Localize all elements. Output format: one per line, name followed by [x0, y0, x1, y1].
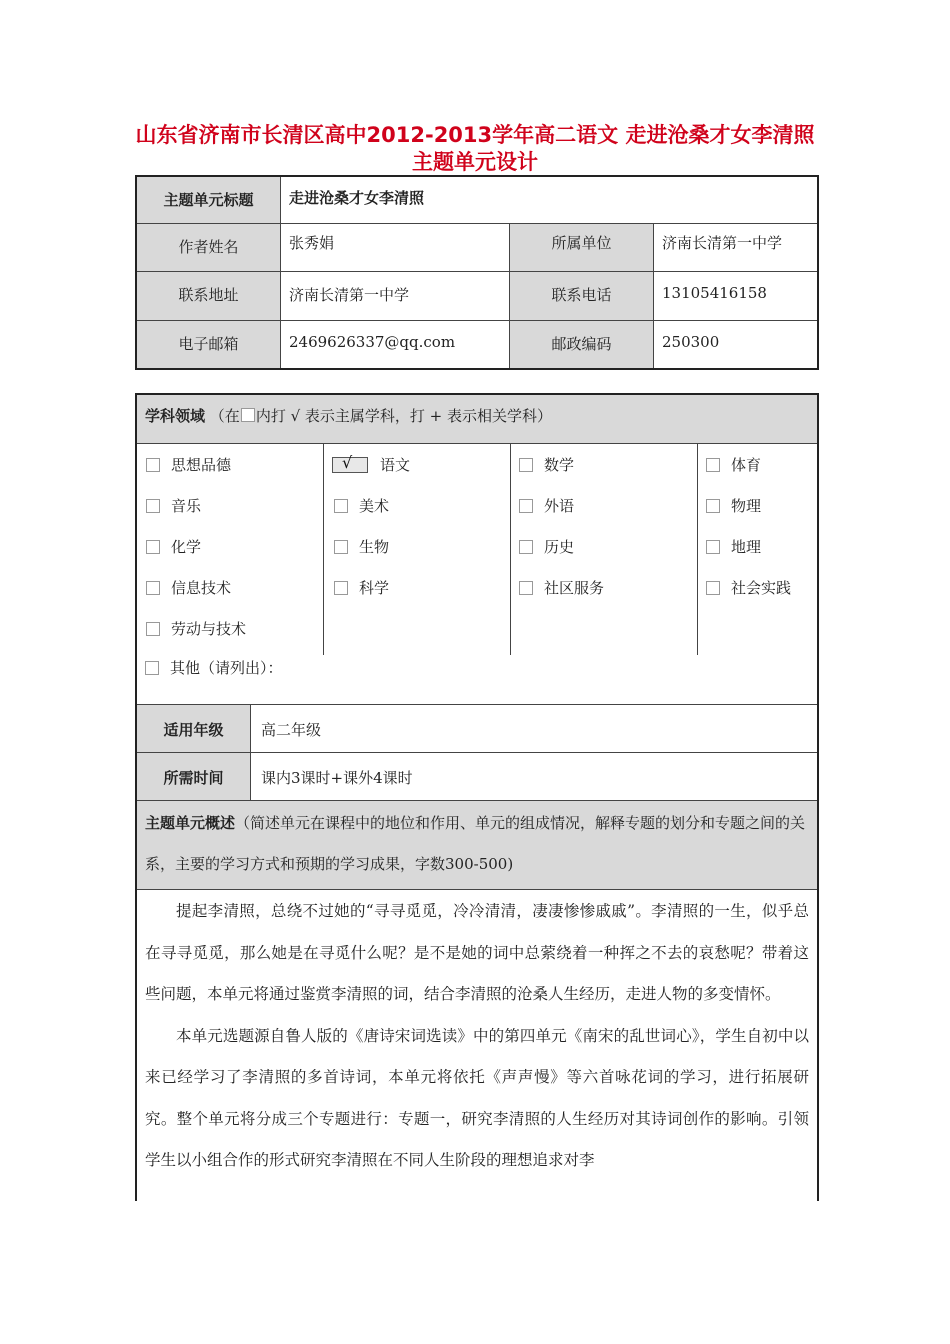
- checkbox-icon[interactable]: [146, 581, 160, 595]
- checkbox-sample-icon: [241, 408, 255, 422]
- email-value: 2469626337@qq.com: [281, 321, 510, 368]
- time-row: [137, 753, 817, 801]
- overview-header: [137, 801, 817, 890]
- info-row-author: [137, 224, 817, 272]
- subject-item[interactable]: 信息技术: [146, 577, 231, 598]
- grade-value: 高二年级: [261, 721, 322, 739]
- zip-value: 250300: [662, 333, 720, 351]
- checkbox-icon[interactable]: [706, 499, 720, 513]
- subject-col-3: [511, 443, 698, 655]
- checkbox-icon[interactable]: [334, 499, 348, 513]
- time-label: 所需时间: [137, 753, 251, 800]
- subject-item[interactable]: 历史: [519, 536, 574, 557]
- design-table: [135, 393, 819, 1201]
- subject-item[interactable]: 社会实践: [706, 577, 791, 598]
- subject-header: [137, 395, 817, 444]
- author-value: 张秀娟: [281, 224, 510, 272]
- subject-item[interactable]: 科学: [334, 577, 389, 598]
- subject-item[interactable]: 社区服务: [519, 577, 604, 598]
- subject-item[interactable]: 外语: [519, 495, 574, 516]
- checkbox-icon[interactable]: [334, 540, 348, 554]
- checkbox-icon[interactable]: [519, 458, 533, 472]
- grade-row: [137, 705, 817, 753]
- unit-value: 济南长清第一中学: [654, 224, 817, 272]
- phone-value: 13105416158: [654, 272, 817, 321]
- subject-item[interactable]: 美术: [334, 495, 389, 516]
- overview-paragraph-1: 提起李清照，总绕不过她的“寻寻觅觅，冷冷清清，凄凄惨惨戚戚”。李清照的一生，似乎总在寻寻觅觅，那么她是在寻觅什么呢？是不是她的词中总萦绕着一种挥之不去的哀愁呢？带着这些问题，本单元将通过鉴赏李清照的词，结合李清照的沧桑人生经历，走进人物的多变情怀。: [145, 902, 809, 1003]
- subject-item-checked[interactable]: √ 语文: [332, 454, 410, 475]
- address-label: 联系地址: [137, 272, 281, 321]
- info-row-address: [137, 272, 817, 321]
- subject-item[interactable]: 地理: [706, 536, 761, 557]
- subject-heading: 学科领域: [145, 407, 206, 425]
- subject-item[interactable]: 音乐: [146, 495, 201, 516]
- overview-note: （简述单元在课程中的地位和作用、单元的组成情况，解释专题的划分和专题之间的关系，主要的学习方式和预期的学习成果，字数300-500): [145, 814, 806, 873]
- checkbox-icon[interactable]: [519, 499, 533, 513]
- subject-col-4: [698, 443, 817, 655]
- subject-item[interactable]: 化学: [146, 536, 201, 557]
- subject-other[interactable]: 其他（请列出）：: [145, 657, 283, 678]
- subject-item[interactable]: 体育: [706, 454, 761, 475]
- unit-label: 所属单位: [510, 224, 654, 272]
- subject-col-1: [137, 443, 324, 655]
- info-row-topic: [137, 177, 817, 224]
- zip-label: 邮政编码: [510, 321, 654, 368]
- address-value: 济南长清第一中学: [281, 272, 510, 321]
- overview-paragraph-2: 本单元选题源自鲁人版的《唐诗宋词选读》中的第四单元《南宋的乱世词心》，学生自初中以来已经学习了李清照的多首诗词，本单元将依托《声声慢》等六首咏花词的学习，进行拓展研究。整个单元将分成三个专题进行：专题一，研究李清照的人生经历对其诗词创作的影响。引领学生以小组合作的形式研究李清照在不同人生阶段的理想追求对李: [145, 1026, 809, 1169]
- email-label: 电子邮箱: [137, 321, 281, 368]
- checkbox-icon[interactable]: [706, 540, 720, 554]
- checked-checkbox-icon[interactable]: √: [332, 457, 368, 473]
- topic-value: 走进沧桑才女李清照: [281, 177, 817, 224]
- subject-grid: [137, 443, 817, 655]
- checkbox-icon[interactable]: [706, 458, 720, 472]
- subject-item[interactable]: 思想品德: [146, 454, 231, 475]
- subject-note-suffix: 内打 √ 表示主属学科，打 + 表示相关学科）: [255, 407, 553, 425]
- subject-col-2: [324, 443, 511, 655]
- grade-label: 适用年级: [137, 705, 251, 752]
- checkbox-icon[interactable]: [146, 499, 160, 513]
- subject-note-prefix: （在: [209, 407, 240, 425]
- page-title: 山东省济南市长清区高中2012-2013学年高二语文 走进沧桑才女李清照主题单元设计: [135, 123, 815, 174]
- checkbox-icon[interactable]: [146, 458, 160, 472]
- subject-item[interactable]: 劳动与技术: [146, 618, 246, 639]
- topic-label: 主题单元标题: [137, 177, 281, 224]
- overview-body: [137, 890, 817, 1203]
- checkbox-icon[interactable]: [519, 540, 533, 554]
- checkbox-icon[interactable]: [145, 661, 159, 675]
- phone-label: 联系电话: [510, 272, 654, 321]
- subject-section: [137, 395, 817, 705]
- subject-item[interactable]: 生物: [334, 536, 389, 557]
- author-label: 作者姓名: [137, 224, 281, 272]
- subject-item[interactable]: 数学: [519, 454, 574, 475]
- checkbox-icon[interactable]: [146, 540, 160, 554]
- checkbox-icon[interactable]: [519, 581, 533, 595]
- subject-item[interactable]: 物理: [706, 495, 761, 516]
- time-value: 课内3课时+课外4课时: [261, 769, 413, 787]
- checkbox-icon[interactable]: [146, 622, 160, 636]
- info-table: [135, 175, 819, 370]
- checkbox-icon[interactable]: [334, 581, 348, 595]
- info-row-email: [137, 321, 817, 368]
- checkbox-icon[interactable]: [706, 581, 720, 595]
- overview-heading: 主题单元概述: [145, 814, 236, 832]
